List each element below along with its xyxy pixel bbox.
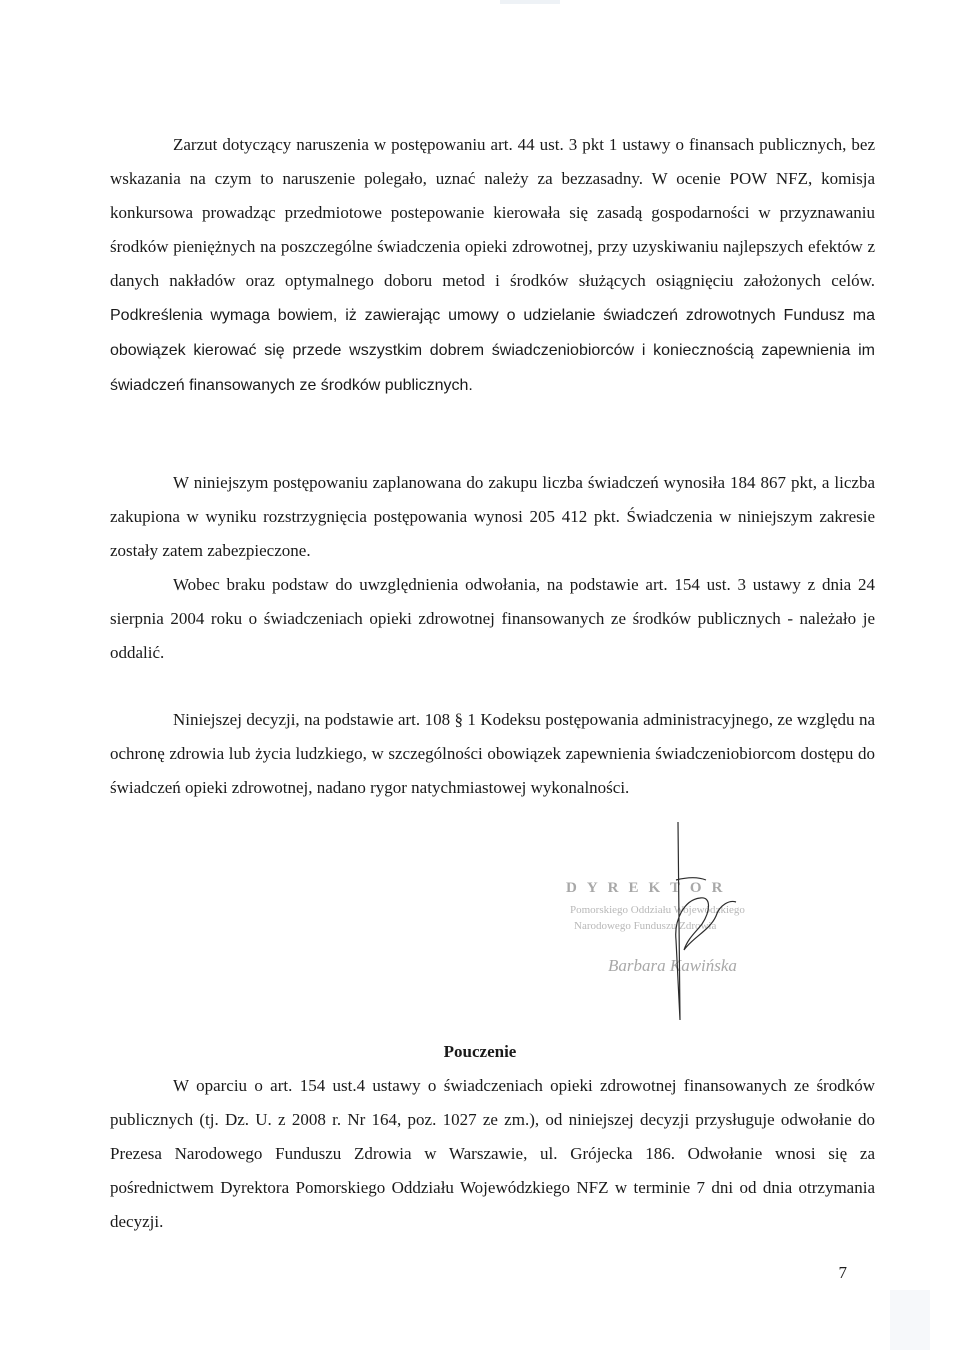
stamp-line-1: Pomorskiego Oddziału Wojewódzkiego <box>570 904 745 916</box>
paragraph-objection-lead: Zarzut dotyczący naruszenia w postępowaniu art. 44 ust. 3 pkt 1 ustawy o finansach publicznych, bez wskazania na czym to naruszenie polegało, uznać należy za bezzasadny. W ocenie POW NFZ, komisja konkursowa prowadząc przedmiotowe postepowanie kierowała się zasadą gospodarności w przyznawaniu środków pieniężnych na poszczególne świadczenia opieki zdrowotnej, przy uzyskiwaniu najlepszych efektów z danych nakładów oraz optymalnego doboru metod i środków służących osiągnięciu założonych celów. <box>110 135 875 290</box>
paragraph-enforcement: Niniejszej decyzji, na podstawie art. 108 § 1 Kodeksu postępowania administracyjnego, ze względu na ochronę zdrowia lub życia ludzkiego, w szczególności obowiązek zapewnienia świadczeniobiorcom dostępu do świadczeń opieki zdrowotnej, nadano rygor natychmiastowej wykonalności. <box>110 710 875 797</box>
pouczenie-heading: Pouczenie <box>443 1042 517 1061</box>
paragraph-dismissal: Wobec braku podstaw do uwzględnienia odwołania, na podstawie art. 154 ust. 3 ustawy z dnia 24 sierpnia 2004 roku o świadczeniach opieki zdrowotnej finansowanych ze środków publicznych - należało je oddalić. <box>110 575 875 662</box>
stamp-line-2: Narodowego Funduszu Zdrowia <box>574 920 717 932</box>
pouczenie-text: W oparciu o art. 154 ust.4 ustawy o świadczeniach opieki zdrowotnej finansowanych ze środków publicznych (tj. Dz. U. z 2008 r. Nr 164, poz. 1027 ze zm.), od niniejszej decyzji przysługuje odwołanie do Prezesa Narodowego Funduszu Zdrowia w Warszawie, ul. Grójecka 186. Odwołanie wnosi się za pośrednictwem Dyrektora Pomorskiego Oddziału Wojewódzkiego NFZ w terminie 7 dni od dnia otrzymania decyzji. <box>110 1076 875 1231</box>
scan-artifact-bottom <box>890 1290 930 1350</box>
paragraph-objection-rest: Podkreślenia wymaga bowiem, iż zawierając umowy o udzielanie świadczeń zdrowotnych Fundusz ma obowiązek kierować się przede wszystkim dobrem świadczeniobiorców i koniecznością zapewnienia im świadczeń finansowanych ze środków publicznych. <box>110 307 875 394</box>
paragraph-objection <box>110 128 875 403</box>
handwritten-signature <box>640 820 760 1030</box>
paragraph-points: W niniejszym postępowaniu zaplanowana do zakupu liczba świadczeń wynosiła 184 867 pkt, a liczba zakupiona w wyniku rozstrzygnięcia postępowania wynosi 205 412 pkt. Świadczenia w niniejszym zakresie zostały zatem zabezpieczone. <box>110 473 875 560</box>
stamp-name: Barbara Kawińska <box>608 956 737 975</box>
stamp-title: DYREKTOR <box>566 880 733 896</box>
page-number: 7 <box>838 1263 847 1282</box>
scan-artifact-top <box>500 0 560 4</box>
